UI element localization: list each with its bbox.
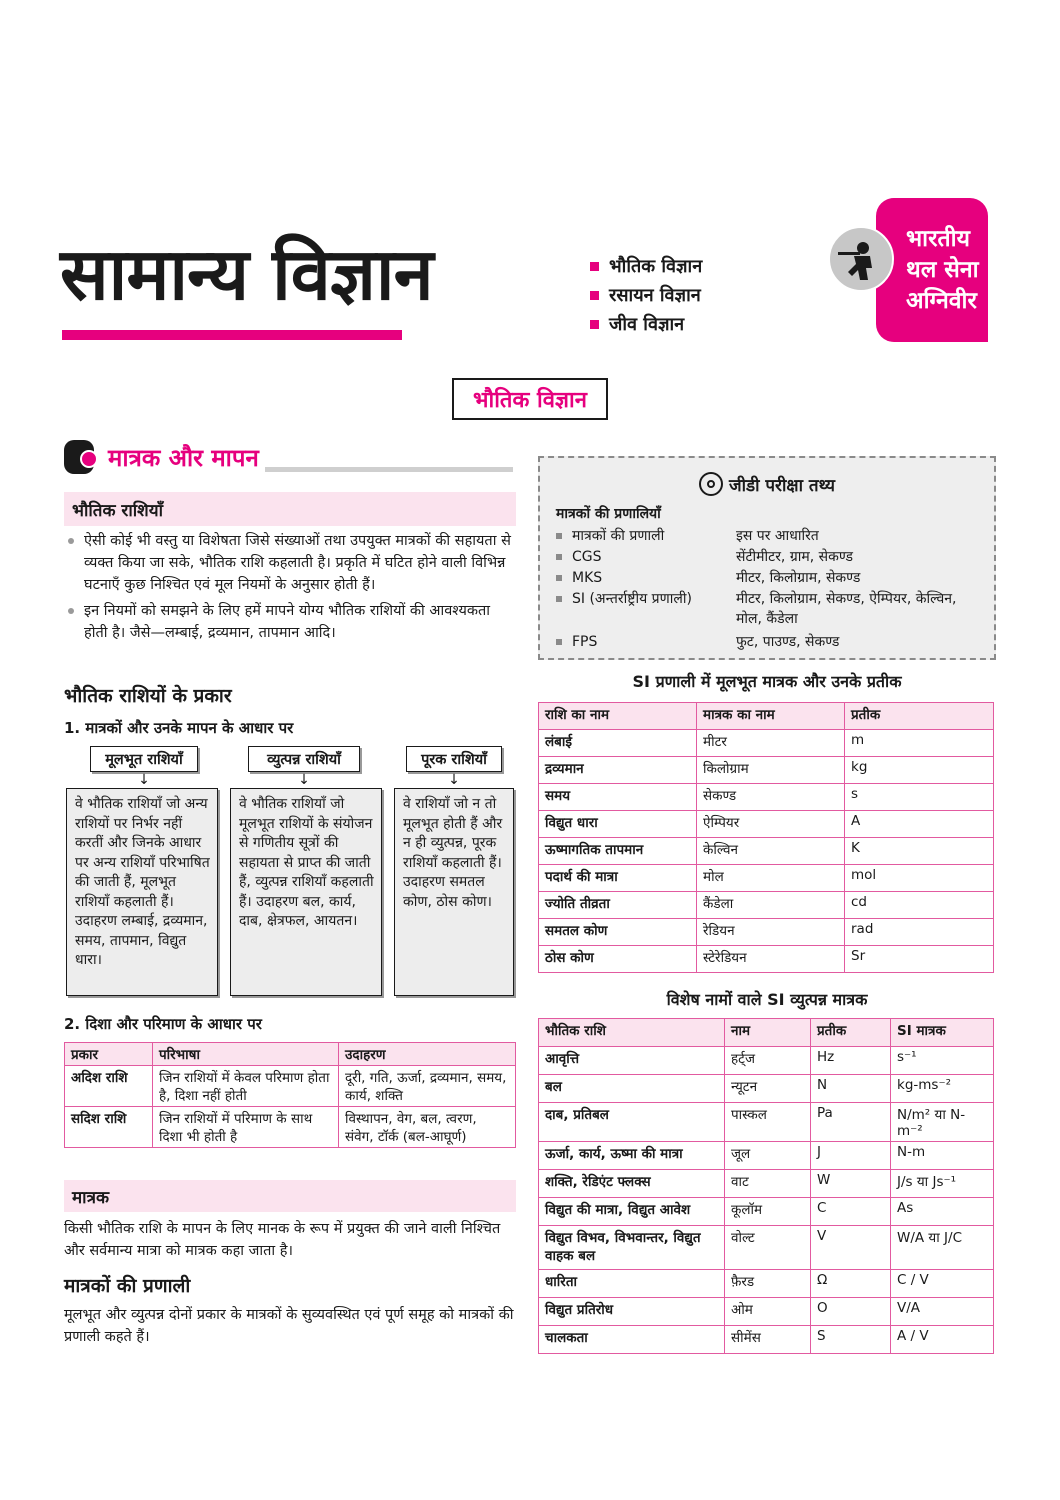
si-base-units-table: [538, 702, 994, 973]
agniveer-badge: भारतीय थल सेना अग्निवीर: [876, 198, 988, 342]
table-header-row: [539, 703, 994, 730]
table-cell: A / V: [891, 1326, 994, 1354]
list-item: SI (अन्तर्राष्ट्रीय प्रणाली) मीटर, किलोग्राम, सेकण्ड, ऐम्पियर, केल्विन, मोल, कैंडेला: [556, 589, 976, 629]
table-row: [539, 946, 994, 973]
table-cell: As: [891, 1198, 994, 1226]
table-cell: J: [811, 1142, 891, 1170]
table-cell: जिन राशियों में परिमाण के साथ दिशा भी होती है: [153, 1107, 339, 1148]
table-title: विशेष नामों वाले SI व्युत्पन्न मात्रक: [666, 990, 868, 1009]
table-cell: kg: [845, 757, 994, 784]
table-row: [65, 1107, 516, 1148]
table-row: [539, 865, 994, 892]
table-cell: अदिश राशि: [65, 1066, 153, 1107]
table-cell: C: [811, 1198, 891, 1226]
arrow-down-icon: ↓: [298, 772, 310, 788]
section-heading: मात्रक: [64, 1180, 516, 1212]
table-row: [539, 1198, 994, 1226]
table-cell: Sr: [845, 946, 994, 973]
section-heading: भौतिक राशियाँ: [64, 492, 516, 526]
table-row: [539, 1047, 994, 1075]
si-derived-units-table: [538, 1018, 994, 1354]
table-row: [539, 838, 994, 865]
table-row: [539, 1103, 994, 1142]
column-header: उदाहरण: [339, 1043, 516, 1066]
table-row: [65, 1066, 516, 1107]
table-row: [539, 1075, 994, 1103]
table-cell: रेडियन: [697, 919, 845, 946]
table-cell: S: [811, 1326, 891, 1354]
table-row: [539, 919, 994, 946]
type-description: वे राशियाँ जो न तो मूलभूत होती हैं और न ही व्युत्पन्न, पूरक राशियाँ कहलाती हैं। उदाहरण समतल कोण, ठोस कोण।: [394, 788, 514, 996]
table-cell: जिन राशियों में केवल परिमाण होता है, दिशा नहीं होती: [153, 1066, 339, 1107]
table-row: [539, 811, 994, 838]
chapter-divider: [265, 467, 513, 472]
table-cell: विद्युत धारा: [539, 811, 697, 838]
table-header-row: [65, 1043, 516, 1066]
table-cell: समतल कोण: [539, 919, 697, 946]
table-cell: स्टेरेडियन: [697, 946, 845, 973]
column-header: प्रतीक: [845, 703, 994, 730]
section-title: भौतिक विज्ञान: [452, 378, 608, 420]
title-underline: [62, 330, 402, 340]
chapter-heading: [64, 440, 259, 474]
table-cell: विद्युत प्रतिरोध: [539, 1298, 725, 1326]
column-header: परिभाषा: [153, 1043, 339, 1066]
type-description: वे भौतिक राशियाँ जो मूलभूत राशियों के संयोजन से गणितीय सूत्रों की सहायता से प्राप्त की जाती हैं, व्युत्पन्न राशियाँ कहलाती हैं। उदाहरण बल, कार्य, दाब, क्षेत्रफल, आयतन।: [230, 788, 382, 996]
subsection-heading: भौतिक राशियों के प्रकार: [64, 685, 232, 707]
table-cell: s: [845, 784, 994, 811]
table-row: [539, 730, 994, 757]
type-label: व्युत्पन्न राशियाँ: [248, 746, 360, 772]
list-item: CGS सेंटीमीटर, ग्राम, सेकण्ड: [556, 547, 976, 567]
list-item: इन नियमों को समझने के लिए हमें मापने योग्य भौतिक राशियों की आवश्यकता होती है। जैसे—लम्बाई, द्रव्यमान, तापमान आदि।: [64, 600, 516, 644]
table-cell: विस्थापन, वेग, बल, त्वरण, संवेग, टॉर्क (बल-आघूर्ण): [339, 1107, 516, 1148]
bullet-square-icon: [556, 533, 562, 539]
table-cell: दाब, प्रतिबल: [539, 1103, 725, 1142]
type-label: पूरक राशियाँ: [406, 746, 502, 772]
table-cell: न्यूटन: [725, 1075, 811, 1103]
gd-facts-title: जीडी परीक्षा तथ्य: [540, 472, 994, 496]
table-cell: पास्कल: [725, 1103, 811, 1142]
paragraph: किसी भौतिक राशि के मापन के लिए मानक के रूप में प्रयुक्त की जाने वाली निश्चित और सर्वमान्य मात्रा को मात्रक कहा जाता है।: [64, 1221, 501, 1259]
table-cell: विद्युत की मात्रा, विद्युत आवेश: [539, 1198, 725, 1226]
table-row: [539, 757, 994, 784]
table-cell: V: [811, 1226, 891, 1270]
table-cell: पदार्थ की मात्रा: [539, 865, 697, 892]
topic-list: [590, 252, 702, 339]
table-cell: मोल: [697, 865, 845, 892]
topic-item: जीव विज्ञान: [590, 310, 702, 339]
table-cell: मीटर: [697, 730, 845, 757]
subsection-heading: मात्रकों की प्रणाली: [64, 1275, 191, 1297]
bullet-square-icon: [556, 554, 562, 560]
bullet-square-icon: [556, 639, 562, 645]
table-cell: लंबाई: [539, 730, 697, 757]
bullet-square-icon: [556, 596, 562, 602]
scalar-vector-table: [64, 1042, 516, 1148]
table-cell: C / V: [891, 1270, 994, 1298]
table-row: [539, 784, 994, 811]
table-cell: cd: [845, 892, 994, 919]
table-cell: केल्विन: [697, 838, 845, 865]
table-cell: N: [811, 1075, 891, 1103]
table-cell: चालकता: [539, 1326, 725, 1354]
table-cell: ऊष्मागतिक तापमान: [539, 838, 697, 865]
table-cell: Ω: [811, 1270, 891, 1298]
table-cell: m: [845, 730, 994, 757]
table-cell: O: [811, 1298, 891, 1326]
subsection-subheading: 1. मात्रकों और उनके मापन के आधार पर: [64, 719, 294, 737]
table-cell: kg-ms⁻²: [891, 1075, 994, 1103]
bullet-list: [64, 530, 516, 648]
table-row: [539, 892, 994, 919]
table-cell: rad: [845, 919, 994, 946]
table-cell: W: [811, 1170, 891, 1198]
table-cell: K: [845, 838, 994, 865]
column-header: भौतिक राशि: [539, 1019, 725, 1047]
table-cell: हर्ट्ज: [725, 1047, 811, 1075]
column-header: मात्रक का नाम: [697, 703, 845, 730]
arrow-down-icon: ↓: [448, 772, 460, 788]
gd-facts-subtitle: मात्रकों की प्रणालियाँ: [556, 506, 661, 522]
table-cell: वाट: [725, 1170, 811, 1198]
page-title: सामान्य विज्ञान: [60, 232, 433, 316]
table-cell: J/s या Js⁻¹: [891, 1170, 994, 1198]
table-cell: धारिता: [539, 1270, 725, 1298]
table-cell: s⁻¹: [891, 1047, 994, 1075]
table-row: [539, 1326, 994, 1354]
column-header: प्रतीक: [811, 1019, 891, 1047]
table-cell: शक्ति, रेडिएंट फ्लक्स: [539, 1170, 725, 1198]
list-item: ऐसी कोई भी वस्तु या विशेषता जिसे संख्याओं तथा उपयुक्त मात्रकों की सहायता से व्यक्त किया जा सके, भौतिक राशि कहलाती है। प्रकृति में घटित होने वाली विभिन्न घटनाएँ कुछ निश्चित एवं मूल नियमों के अनुसार होती हैं।: [64, 530, 516, 596]
subsection-subheading: 2. दिशा और परिमाण के आधार पर: [64, 1015, 262, 1033]
table-row: [539, 1142, 994, 1170]
table-header-row: [539, 1019, 994, 1047]
table-cell: वोल्ट: [725, 1226, 811, 1270]
column-header: प्रकार: [65, 1043, 153, 1066]
table-row: [539, 1270, 994, 1298]
column-header: राशि का नाम: [539, 703, 697, 730]
bullet-square-icon: [556, 575, 562, 581]
table-cell: किलोग्राम: [697, 757, 845, 784]
table-cell: आवृत्ति: [539, 1047, 725, 1075]
table-cell: जूल: [725, 1142, 811, 1170]
table-cell: फ़ैरड: [725, 1270, 811, 1298]
table-cell: N/m² या N-m⁻²: [891, 1103, 994, 1142]
arrow-down-icon: ↓: [138, 772, 150, 788]
table-cell: W/A या J/C: [891, 1226, 994, 1270]
table-cell: सेकण्ड: [697, 784, 845, 811]
gd-facts-box: [538, 456, 996, 660]
table-cell: ऐम्पियर: [697, 811, 845, 838]
table-row: [539, 1226, 994, 1270]
list-item: मात्रकों की प्रणाली इस पर आधारित: [556, 526, 976, 546]
table-cell: द्रव्यमान: [539, 757, 697, 784]
bullet-square-icon: [590, 262, 599, 271]
table-cell: ओम: [725, 1298, 811, 1326]
target-icon: [699, 472, 723, 496]
table-cell: विद्युत विभव, विभवान्तर, विद्युत वाहक बल: [539, 1226, 725, 1270]
table-row: [539, 1170, 994, 1198]
topic-item: भौतिक विज्ञान: [590, 252, 702, 281]
table-cell: mol: [845, 865, 994, 892]
paragraph: मूलभूत और व्युत्पन्न दोनों प्रकार के मात्रकों के सुव्यवस्थित एवं पूर्ण समूह को मात्रकों की प्रणाली कहते हैं।: [64, 1307, 514, 1345]
table-cell: N-m: [891, 1142, 994, 1170]
list-item: MKS मीटर, किलोग्राम, सेकण्ड: [556, 568, 976, 588]
table-cell: कूलॉम: [725, 1198, 811, 1226]
table-cell: Pa: [811, 1103, 891, 1142]
table-cell: V/A: [891, 1298, 994, 1326]
soldier-icon: [828, 226, 894, 292]
chapter-title: मात्रक और मापन: [108, 443, 259, 472]
column-header: नाम: [725, 1019, 811, 1047]
list-item: FPS फुट, पाउण्ड, सेकण्ड: [556, 632, 976, 652]
bullet-square-icon: [590, 320, 599, 329]
chapter-bullet-icon: [64, 440, 94, 474]
topic-item: रसायन विज्ञान: [590, 281, 702, 310]
table-cell: ज्योति तीव्रता: [539, 892, 697, 919]
table-cell: A: [845, 811, 994, 838]
table-row: [539, 1298, 994, 1326]
table-cell: बल: [539, 1075, 725, 1103]
table-cell: सदिश राशि: [65, 1107, 153, 1148]
table-cell: ऊर्जा, कार्य, ऊष्मा की मात्रा: [539, 1142, 725, 1170]
table-cell: Hz: [811, 1047, 891, 1075]
bullet-square-icon: [590, 291, 599, 300]
table-cell: समय: [539, 784, 697, 811]
table-title: SI प्रणाली में मूलभूत मात्रक और उनके प्रतीक: [632, 672, 902, 691]
column-header: SI मात्रक: [891, 1019, 994, 1047]
table-cell: कैंडेला: [697, 892, 845, 919]
table-cell: सीमेंस: [725, 1326, 811, 1354]
table-cell: दूरी, गति, ऊर्जा, द्रव्यमान, समय, कार्य, शक्ति: [339, 1066, 516, 1107]
type-description: वे भौतिक राशियाँ जो अन्य राशियों पर निर्भर नहीं करतीं और जिनके आधार पर अन्य राशियाँ परिभाषित की जाती हैं, मूलभूत राशियाँ कहलाती हैं। उदाहरण लम्बाई, द्रव्यमान, समय, तापमान, विद्युत धारा।: [66, 788, 218, 996]
table-cell: ठोस कोण: [539, 946, 697, 973]
type-label: मूलभूत राशियाँ: [90, 746, 198, 772]
